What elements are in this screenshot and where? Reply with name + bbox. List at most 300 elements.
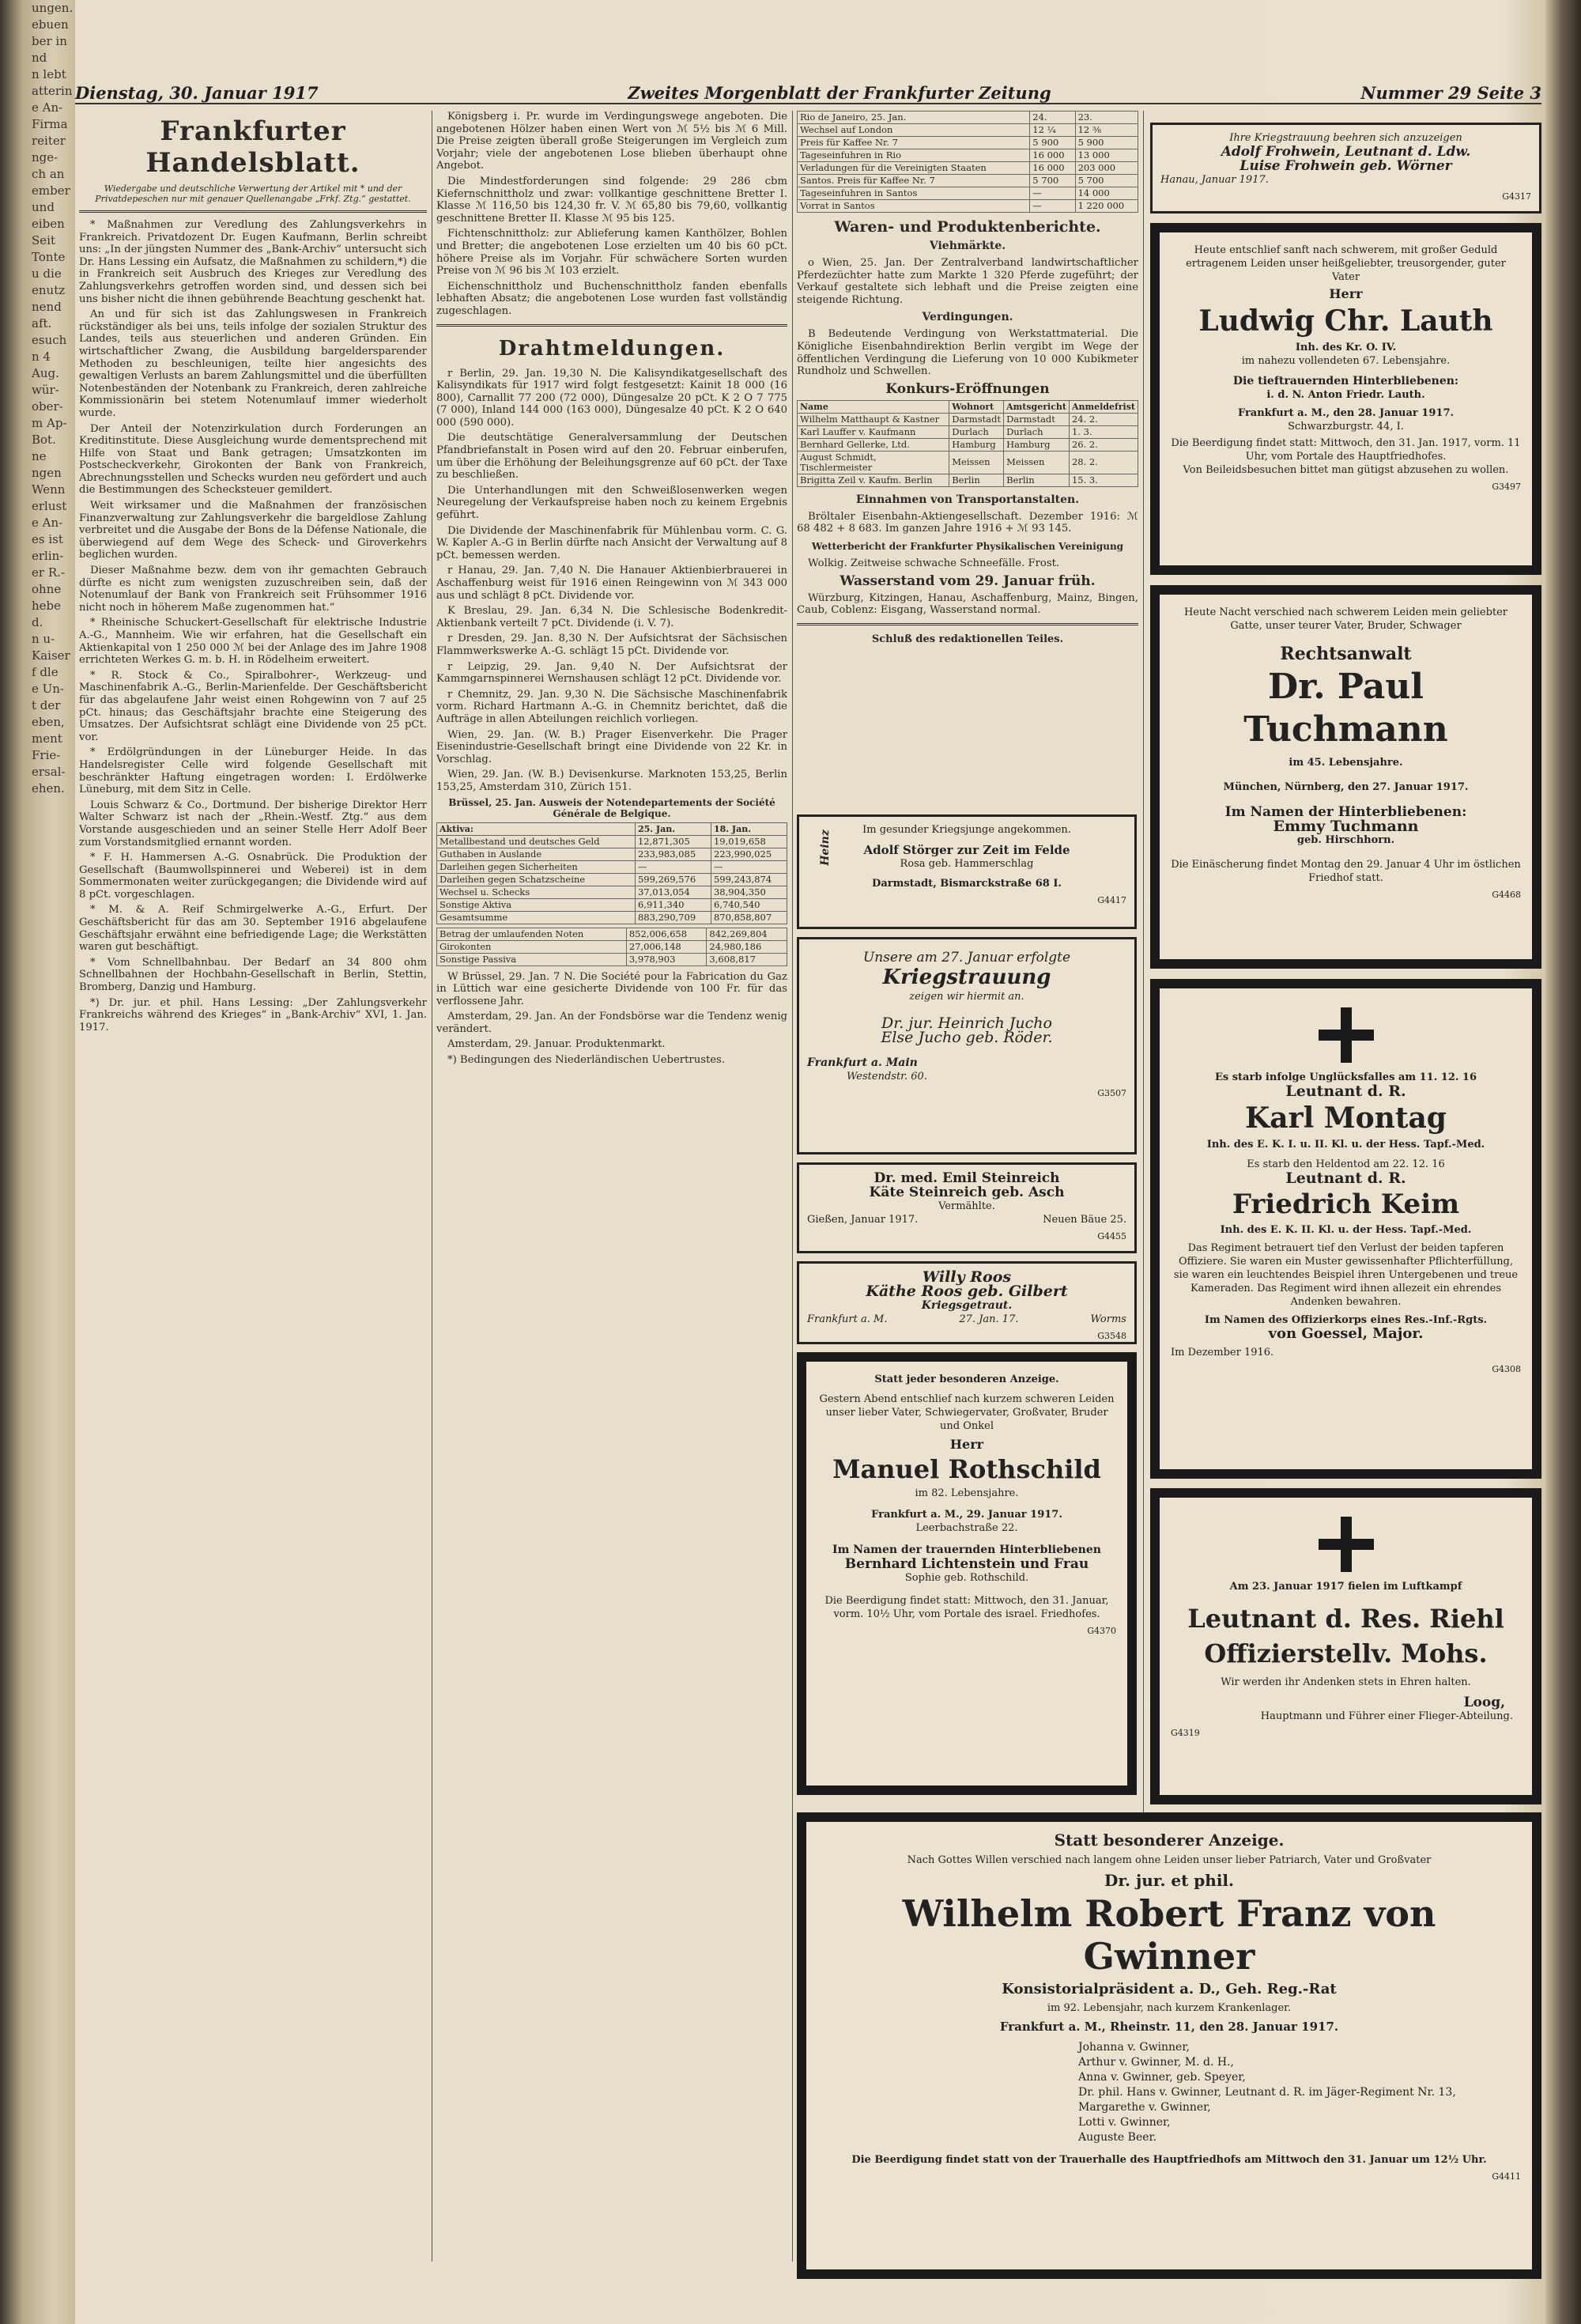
- table-header-cell: Anmeldefrist: [1069, 400, 1138, 413]
- divider: [79, 210, 427, 213]
- binding-strip-fragment: eiben: [32, 217, 65, 231]
- binding-strip-fragment: atterin: [32, 84, 73, 98]
- table-row: [798, 438, 1138, 451]
- ad-line: Unsere am 27. Januar erfolgte: [862, 950, 1071, 965]
- ad-line: Dr. phil. Hans v. Gwinner, Leutnant d. R. im Jäger-Regiment Nr. 13,: [1078, 2086, 1456, 2099]
- ad-line: Die tieftrauernden Hinterbliebenen:: [1232, 375, 1459, 387]
- ad-line: Herr: [949, 1437, 984, 1452]
- binding-strip-fragment: esuch: [32, 333, 67, 347]
- article-paragraph: Königsberg i. Pr. wurde im Verdingungswege angeboten. Die angebotenen Hölzer haben einen Wert von ℳ 5½ bis ℳ 6 Mill. Die Preise zeigten überall große Steigerungen im Vergleich zum Vorjahr; viele der angebotenen Lose blieben überhaupt ohne Angebot.: [436, 111, 787, 172]
- article-paragraph: * R. Stock & Co., Spiralbohrer-, Werkzeug- und Maschinenfabrik A.-G., Berlin-Marienfelde. Der Geschäftsbericht für das abgelaufene Jahr weist einen Rohgewinn von 7 auf 25 pCt. hinaus; das Geschäftsjahr brachte eine Steigerung des Umsatzes. Der Aufsichtsrat schlägt eine Dividende von 25 pCt. vor.: [79, 669, 427, 743]
- ad-line: im 45. Lebensjahre.: [1289, 757, 1403, 769]
- article-paragraph: * F. H. Hammersen A.-G. Osnabrück. Die Produktion der Gesellschaft (Baumwollspinnerei und Weberei) ist in dem Sommermonaten weiter zurückgegangen; die Dividende wird auf 8 pCt. vorgeschlagen.: [79, 852, 427, 901]
- table-cell: Darleihen gegen Schatzscheine: [437, 873, 636, 886]
- ad-line: Das Regiment betrauert tief den Verlust der beiden tapferen Offiziere. Sie waren ein Muster gewissenhafter Pflichterfüllung, sie waren ein leuchtendes Beispiel ihren Untergebenen und treue Kameraden. Das Regiment wird ihnen allezeit ein ehrendes Andenken bewahren.: [1173, 1242, 1519, 1308]
- ad-line: zeigen wir hiermit an.: [909, 991, 1024, 1003]
- table-cell: 24,980,186: [707, 940, 787, 953]
- table-cell: —: [635, 860, 711, 873]
- article-paragraph: Die Unterhandlungen mit den Schweißlosenwerken wegen Neuregelung der Verkaufspreise haben noch zu keinem Ergebnis geführt.: [436, 484, 787, 522]
- table-row: [798, 137, 1138, 149]
- binding-strip-fragment: ebuen: [32, 17, 69, 32]
- binding-strip-fragment: Frie-: [32, 748, 61, 762]
- binding-strip-fragment: n u-: [32, 632, 55, 646]
- table-cell: Metallbestand und deutsches Geld: [437, 835, 636, 848]
- table-row: [437, 953, 787, 965]
- ad-line: Willy Roos: [922, 1268, 1012, 1286]
- column-waren: [797, 111, 1138, 822]
- table-row: [798, 111, 1138, 124]
- table-cell: 5 900: [1075, 137, 1138, 149]
- ad-line: Die Einäscherung findet Montag den 29. Januar 4 Uhr im östlichen Friedhof statt.: [1171, 859, 1521, 884]
- wetter-title: Wetterbericht der Frankfurter Physikalischen Vereinigung: [811, 540, 1124, 552]
- table-cell: Berlin: [949, 474, 1004, 486]
- table-cell: Tageseinfuhren in Rio: [798, 149, 1030, 162]
- ad-line: Leerbachstraße 22.: [915, 1522, 1018, 1534]
- binding-strip-fragment: aft.: [32, 316, 52, 331]
- column-rule: [1143, 111, 1144, 1890]
- ad-line: Margarethe v. Gwinner,: [1078, 2101, 1211, 2114]
- table-row: [798, 474, 1138, 486]
- table-cell: Gesamtsumme: [437, 911, 636, 924]
- binding-strip-fragment: Bot.: [32, 433, 56, 447]
- ad-line: Inh. des E. K. II. Kl. u. der Hess. Tapf.-Med.: [1220, 1224, 1472, 1236]
- header-paper: Zweites Morgenblatt der Frankfurter Zeitung: [628, 82, 1051, 103]
- binding-strip-fragment: ber in: [32, 34, 67, 48]
- table-header-cell: Aktiva:: [437, 822, 636, 835]
- ad-line: Johanna v. Gwinner,: [1078, 2041, 1190, 2054]
- ad-line: im 92. Lebensjahr, nach kurzem Krankenlager.: [1047, 2002, 1292, 2014]
- ad-line: Herr: [1329, 286, 1363, 301]
- binding-strip-fragment: nend: [32, 300, 62, 314]
- ad-line: Kriegstrauung: [882, 965, 1051, 989]
- table-row: [798, 149, 1138, 162]
- table-cell: Rio de Janeiro, 25. Jan.: [798, 111, 1030, 124]
- binding-strip-fragment: eben,: [32, 715, 65, 729]
- table-cell: 12,871,305: [635, 835, 711, 848]
- table-cell: Sonstige Passiva: [437, 953, 627, 965]
- ad-line: Gestern Abend entschlief nach kurzem schweren Leiden unser lieber Vater, Schwiegervater, Großvater, Bruder und Onkel: [819, 1393, 1115, 1432]
- ad-line: Gießen, Januar 1917.: [807, 1214, 919, 1226]
- ad-code: G4319: [1171, 1728, 1200, 1738]
- article-paragraph: * Vom Schnellbahnbau. Der Bedarf an 34 800 ohm Schnellbahnen der Hochbahn-Gesellschaft in Berlin, Stettin, Bromberg, Danzig und Hamburg.: [79, 956, 427, 994]
- ad-code: G4317: [1502, 191, 1531, 202]
- table-cell: 6,740,540: [711, 898, 787, 911]
- article-paragraph: Weit wirksamer und die Maßnahmen der französischen Finanzverwaltung zur Zahlungsverkehr die bargeldlose Zahlung verbreitet und die Ausgabe der Bons de la Défense Nationale, die überwiegend auf dem Wege des Scheck- und Giroverkehrs beglichen wurden.: [79, 500, 427, 561]
- article-paragraph: Amsterdam, 29. Januar. Produktenmarkt.: [447, 1038, 666, 1051]
- table-cell: 16 000: [1030, 149, 1075, 162]
- ad-line: Arthur v. Gwinner, M. d. H.,: [1078, 2056, 1234, 2069]
- ad-line: Die Beerdigung findet statt: Mittwoch, den 31. Januar, vorm. 10½ Uhr, vom Portale des israel. Friedhofes.: [824, 1595, 1109, 1620]
- ad-line: Käthe Roos geb. Gilbert: [866, 1283, 1068, 1300]
- section-title: Frankfurter Handelsblatt.: [145, 115, 360, 179]
- table-row: [437, 835, 787, 848]
- ad-line: im 82. Lebensjahre.: [915, 1487, 1019, 1499]
- table-cell: Tageseinfuhren in Santos: [798, 187, 1030, 200]
- birth-ad-name: Heinz: [818, 829, 832, 866]
- binding-strip-fragment: und: [32, 200, 55, 214]
- ad-line: Offizierstellv. Mohs.: [1204, 1638, 1488, 1668]
- ad-line: Im Dezember 1916.: [1171, 1347, 1274, 1359]
- table-cell: Verladungen für die Vereinigten Staaten: [798, 162, 1030, 175]
- table-row: [798, 187, 1138, 200]
- binding-strip-fragment: d.: [32, 615, 43, 629]
- ad-line: Statt besonderer Anzeige.: [1054, 1831, 1285, 1850]
- article-paragraph: Der Anteil der Notenzirkulation durch Forderungen an Kreditinstitute. Diese Ausgleichung wurde dementsprechend mit Hilfe von Staat und Bank getragen; Umsatzkonten im Postscheckverkehr, Girokonten der Bank von Frankreich, Abrechnungsstellen und Schecks wurden neu gefördert und auch die Bestimmungen des Schecksteuer gemildert.: [79, 422, 427, 497]
- obituary-riehl-mohs: [1150, 1488, 1541, 1804]
- table-cell: 599,269,576: [635, 873, 711, 886]
- table-cell: 38,904,350: [711, 886, 787, 898]
- table-cell: Hamburg: [1004, 438, 1070, 451]
- ad-line: Frankfurt a. Main: [807, 1056, 918, 1069]
- article-paragraph: Eichenschnittholz und Buchenschnittholz fanden ebenfalls lebhaften Absatz; die angebotenen Lose wurden fast vollständig zugeschlagen.: [436, 280, 787, 317]
- binding-strip-fragment: ne: [32, 449, 47, 463]
- ad-line: Kriegsgetraut.: [921, 1299, 1013, 1312]
- article-paragraph: An und für sich ist das Zahlungswesen in Frankreich rückständiger als bei uns, teils infolge der sozialen Struktur des Landes, teils aus steuerlichen und anderen Gründen. Ein wirtschaftlicher Zwang, die Ausbildung bargeldersparender Methoden zu beschleunigen, teilte hier angesichts des gewaltigen Verlusts an barem Zahlungsmittel und die überfüllten Notenbeständen der Notenbank zu Frankreich, deren zahlreiche Kommissionärin bei stetem Notenumlauf immer wiederholt wurde.: [79, 308, 427, 419]
- ad-line: Im Namen der Hinterbliebenen:: [1224, 804, 1467, 820]
- ad-line: Leutnant d. R.: [1285, 1083, 1406, 1100]
- ad-line: Rosa geb. Hammerschlag: [900, 858, 1034, 870]
- ad-code: G4468: [1492, 890, 1521, 900]
- obituary-lauth: [1150, 223, 1541, 575]
- table-row: [437, 940, 787, 953]
- ad-code: G4411: [1492, 2171, 1521, 2182]
- table-cell: Darmstadt: [949, 413, 1004, 425]
- obituary-rothschild: [797, 1352, 1137, 1795]
- table-cell: Bernhard Gellerke, Ltd.: [798, 438, 949, 451]
- table-cell: 599,243,874: [711, 873, 787, 886]
- binding-strip-fragment: n 4: [32, 350, 51, 364]
- header-date: Dienstag, 30. Januar 1917: [75, 82, 319, 103]
- binding-strip-fragment: n lebt: [32, 67, 66, 81]
- war-wedding-ad-jucho: [797, 937, 1137, 1154]
- article-paragraph: r Chemnitz, 29. Jan. 9,30 N. Die Sächsische Maschinenfabrik vorm. Richard Hartmann A.-G. in Chemnitz berichtet, daß die Aufträge in allen Abteilungen reichlich vorliegen.: [436, 688, 787, 725]
- binding-strip-fragment: Tonte: [32, 250, 66, 264]
- binding-strip-fragment: e An-: [32, 516, 63, 530]
- table-row: [437, 898, 787, 911]
- table-header-cell: 25. Jan.: [635, 822, 711, 835]
- binding-strip-fragment: er R.-: [32, 565, 65, 580]
- table-row: [437, 873, 787, 886]
- iron-cross-icon: [1319, 1517, 1374, 1572]
- table-cell: 3,978,903: [626, 953, 707, 965]
- table-row: [798, 162, 1138, 175]
- war-wedding-ad-frohwein: [1150, 123, 1541, 214]
- obituary-tuchmann: [1150, 585, 1541, 969]
- binding-strip-fragment: ch an: [32, 167, 65, 181]
- table-cell: 28. 2.: [1069, 451, 1138, 474]
- wasser-text: Würzburg, Kitzingen, Hanau, Aschaffenburg, Mainz, Bingen, Caub, Coblenz: Eisgang, Wasserstand normal.: [797, 591, 1138, 617]
- table-cell: Vorrat in Santos: [798, 200, 1030, 213]
- article-paragraph: Fichtenschnittholz: zur Ablieferung kamen Kanthölzer, Bohlen und Bretter; die angebotenen Lose erzielten um 40 bis 60 pCt. höhere Preise als im Vorjahr. Für schwächere Sorten wurden Preise von ℳ 96 bis ℳ 103 erzielt.: [436, 228, 787, 278]
- binding-strip: [0, 0, 75, 2324]
- drahtmeldungen-body: [436, 368, 787, 794]
- obituary-von-gwinner: [797, 1812, 1541, 2279]
- table-row: [437, 848, 787, 860]
- ad-line: Leutnant d. R.: [1285, 1170, 1406, 1187]
- binding-strip-fragment: nge-: [32, 150, 58, 164]
- page-edge: [1545, 0, 1581, 2324]
- binding-strip-fragment: Seit: [32, 233, 55, 248]
- table-cell: Berlin: [1004, 474, 1070, 486]
- iron-cross-icon: [1319, 1007, 1374, 1063]
- binding-strip-fragment: ember: [32, 183, 70, 198]
- article-paragraph: * Rheinische Schuckert-Gesellschaft für elektrische Industrie A.-G., Mannheim. Wie wir erfahren, hat die Gesellschaft ein Aktienkapital von 1 250 000 ℳ bei der Anlage des im Jahre 1908 errichteten Werkes G. m. b. H. in Rödelheim erweitert.: [79, 617, 427, 667]
- ad-line: Heute entschlief sanft nach schwerem, mit großer Geduld ertragenem Leiden unser heißgeliebter, treusorgender, guter Vater: [1186, 244, 1506, 283]
- ad-line: Frankfurt a. M.: [807, 1313, 888, 1325]
- ad-line: Dr. jur. et phil.: [1104, 1871, 1234, 1890]
- ad-line: Die Beerdigung findet statt: Mittwoch, den 31. Jan. 1917, vorm. 11 Uhr, vom Portale des Hauptfriedhofes.: [1171, 437, 1521, 463]
- ad-line: Frankfurt a. M., 29. Januar 1917.: [871, 1509, 1062, 1521]
- ad-line: von Goessel, Major.: [1268, 1325, 1424, 1342]
- binding-strip-fragment: e Un-: [32, 682, 65, 696]
- konkurs-title: Konkurs-Eröffnungen: [885, 380, 1050, 397]
- article-paragraph: Die deutschtätige Generalversammlung der Deutschen Pfandbriefanstalt in Posen wird auf den 20. Februar einberufen, um über die Erhöhung der Beleihungsgrenze auf 60 pCt. der Taxe zu beschließen.: [436, 432, 787, 482]
- article-paragraph: r Leipzig, 29. Jan. 9,40 N. Der Aufsichtsrat der Kammgarnspinnerei Wernshausen schlägt 12 pCt. Dividende vor.: [436, 660, 787, 686]
- ad-line: Schwarzburgstr. 44, I.: [1288, 421, 1404, 433]
- table-cell: 233,983,085: [635, 848, 711, 860]
- binding-strip-fragment: ohne: [32, 582, 62, 596]
- table-cell: Betrag der umlaufenden Noten: [437, 928, 627, 940]
- page-header: [75, 82, 1541, 104]
- binding-strip-fragment: m Ap-: [32, 416, 67, 430]
- ad-line: Else Jucho geb. Röder.: [881, 1029, 1053, 1046]
- article-paragraph: * Erdölgründungen in der Lüneburger Heide. In das Handelsregister Celle wird folgende Gesellschaft mit beschränkter Haftung eingetragen worden: I. Erdölwerke Lüneburg, mit dem Sitz in Celle.: [79, 746, 427, 796]
- table-row: [798, 413, 1138, 425]
- binding-strip-fragment: ersal-: [32, 765, 66, 779]
- table-cell: 852,006,658: [626, 928, 707, 940]
- ad-line: Im gesunder Kriegsjunge angekommen.: [862, 824, 1071, 836]
- article-paragraph: r Dresden, 29. Jan. 8,30 N. Der Aufsichtsrat der Sächsischen Flammwerkswerke A.-G. schlägt 15 pCt. Dividende vor.: [436, 633, 787, 657]
- article-paragraph: * Maßnahmen zur Veredlung des Zahlungsverkehrs in Frankreich. Privatdozent Dr. Eugen Kaufmann, Berlin schreibt uns: „In der jüngsten Nummer des „Bank-Archiv“ untersucht sich Dr. Hans Lessing ein Aufsatz, die Maßnahmen zu schildern,*) die in Frankreich seit Ausbruch des Krieges zur Veredlung des Zahlungsverkehrs getroffen worden sind, und dessen sich bei uns bisher nicht die ihnen gebührende Beachtung geschenkt hat.: [79, 219, 427, 305]
- binding-strip-fragment: u die: [32, 266, 62, 281]
- table-cell: Darmstadt: [1004, 413, 1070, 425]
- ad-line: Im Namen der trauernden Hinterbliebenen: [832, 1544, 1101, 1556]
- ad-code: G3507: [1097, 1088, 1126, 1098]
- table-cell: Durlach: [1004, 425, 1070, 438]
- column-drahtmeldungen: [436, 111, 787, 2262]
- table-cell: Santos. Preis für Kaffee Nr. 7: [798, 175, 1030, 187]
- ad-code: G4455: [1097, 1231, 1126, 1241]
- binding-strip-fragment: erlust: [32, 499, 67, 513]
- vieh-text: o Wien, 25. Jan. Der Zentralverband landwirtschaftlicher Pferdezüchter hatte zum Markte 1 320 Pferde zugeführt; der Verkauf gestaltete sich lebhaft und die Preise zeigten eine steigende Richtung.: [797, 257, 1138, 306]
- table-cell: Wechsel u. Schecks: [437, 886, 636, 898]
- divider: [797, 623, 1138, 625]
- table-cell: Durlach: [949, 425, 1004, 438]
- article-paragraph: Wien, 29. Jan. (W. B.) Prager Eisenverkehr. Die Prager Eisenindustrie-Gesellschaft bringt eine Dividende von 22 Kr. in Vorschlag.: [436, 728, 787, 765]
- ad-line: 27. Jan. 17.: [959, 1313, 1019, 1325]
- ad-line: Nach Gottes Willen verschied nach langem ohne Leiden unser lieber Patriarch, Vater und Großvater: [907, 1854, 1432, 1866]
- ad-code: G4417: [1097, 895, 1126, 905]
- binding-strip-fragment: enutz: [32, 283, 66, 297]
- table-cell: Preis für Kaffee Nr. 7: [798, 137, 1030, 149]
- ad-line: Ihre Kriegstrauung beehren sich anzuzeigen: [1229, 132, 1462, 144]
- table-cell: 3,608,817: [707, 953, 787, 965]
- table-cell: 14 000: [1075, 187, 1138, 200]
- table-cell: 5 700: [1075, 175, 1138, 187]
- ad-line: Neuen Bäue 25.: [1043, 1214, 1126, 1226]
- ad-line: Manuel Rothschild: [832, 1454, 1101, 1484]
- vieh-title: Viehmärkte.: [929, 240, 1006, 252]
- ad-line: Dr. jur. Heinrich Jucho: [881, 1015, 1052, 1032]
- table-cell: 883,290,709: [635, 911, 711, 924]
- table-cell: 26. 2.: [1069, 438, 1138, 451]
- ad-line: München, Nürnberg, den 27. Januar 1917.: [1223, 781, 1469, 793]
- table-row: [437, 860, 787, 873]
- table-cell: Girokonten: [437, 940, 627, 953]
- ad-line: Inh. des E. K. I. u. II. Kl. u. der Hess. Tapf.-Med.: [1206, 1139, 1485, 1151]
- ad-line: Friedrich Keim: [1232, 1188, 1460, 1220]
- ad-line: Hauptmann und Führer einer Flieger-Abteilung.: [1260, 1710, 1513, 1722]
- table-cell: 5 900: [1030, 137, 1075, 149]
- ad-line: Statt jeder besonderen Anzeige.: [874, 1374, 1059, 1385]
- ad-line: Hanau, Januar 1917.: [1160, 174, 1269, 186]
- table-cell: 5 700: [1030, 175, 1075, 187]
- table-cell: 1 220 000: [1075, 200, 1138, 213]
- divider: [436, 324, 787, 327]
- article-paragraph: r Berlin, 29. Jan. 19,30 N. Die Kalisyndikatgesellschaft des Kalisyndikats für 1917 wird folgt festgesetzt: Kainit 18 000 (16 800), Carnallit 77 200 (72 000), Düngesalze 20 pCt. K 2 O 7 775 (7 000), Inland 144 000 (163 000), Düngesalze 40 pCt. K 2 O 640 000 (590 000).: [436, 367, 787, 429]
- binding-strip-fragment: ehen.: [32, 781, 65, 795]
- wasser-title: Wasserstand vom 29. Januar früh.: [840, 572, 1096, 589]
- table-cell: Darleihen gegen Sicherheiten: [437, 860, 636, 873]
- binding-strip-fragment: Kaiser: [32, 648, 70, 663]
- table-cell: August Schmidt, Tischlermeister: [798, 451, 949, 474]
- ad-line: Heute Nacht verschied nach schwerem Leiden mein geliebter Gatte, unser teurer Vater, Bruder, Schwager: [1183, 607, 1508, 632]
- table-row: [798, 425, 1138, 438]
- ad-line: Am 23. Januar 1917 fielen im Luftkampf: [1229, 1581, 1462, 1593]
- table-cell: 19,019,658: [711, 835, 787, 848]
- table-cell: 6,911,340: [635, 898, 711, 911]
- ad-line: Rechtsanwalt: [1280, 644, 1412, 664]
- bank-passiva-table: [436, 928, 787, 966]
- ad-line: Frankfurt a. M., Rheinstr. 11, den 28. Januar 1917.: [999, 2020, 1339, 2034]
- article-paragraph: Wien, 29. Jan. (W. B.) Devisenkurse. Marknoten 153,25, Berlin 153,25, Amsterdam 310, Zürich 151.: [436, 769, 787, 793]
- column-handelsblatt: [79, 111, 427, 2262]
- table-cell: 13 000: [1075, 149, 1138, 162]
- binding-strip-fragment: erlin-: [32, 549, 64, 563]
- table-cell: Wilhelm Matthaupt & Kastner: [798, 413, 949, 425]
- table-cell: 223,990,025: [711, 848, 787, 860]
- ad-line: Westendstr. 60.: [847, 1071, 927, 1083]
- table-header-cell: Name: [798, 400, 949, 413]
- article-paragraph: *) Dr. jur. et phil. Hans Lessing: „Der Zahlungsverkehr Frankreichs während des Krieges“ in „Bank-Archiv“ XVI, 1. Jan. 1917.: [79, 996, 427, 1034]
- table-cell: 27,006,148: [626, 940, 707, 953]
- article-body: [79, 219, 427, 1034]
- ad-line: Worms: [1090, 1313, 1126, 1325]
- table-cell: Hamburg: [949, 438, 1004, 451]
- ad-line: Im Namen des Offizierkorps eines Res.-Inf.-Rgts.: [1204, 1314, 1488, 1326]
- article-body: [436, 111, 787, 318]
- table-cell: 12 ¼: [1030, 124, 1075, 137]
- wetter-text: Wolkig. Zeitweise schwache Schneefälle. Frost.: [808, 557, 1060, 569]
- ad-line: Darmstadt, Bismarckstraße 68 I.: [872, 878, 1062, 890]
- table-cell: 870,858,807: [711, 911, 787, 924]
- table-cell: —: [1030, 187, 1075, 200]
- ad-line: geb. Hirschhorn.: [1296, 834, 1395, 846]
- table-row: [798, 124, 1138, 137]
- table-cell: 1. 3.: [1069, 425, 1138, 438]
- article-paragraph: Dieser Maßnahme bezw. dem von ihr gemachten Gebrauch dürfte es nicht zum wenigsten zuzuschreiben sein, daß der Notenumlauf der Bank von Frankreich seit Frühsommer 1916 nicht noch in höherem Maße zugenommen hat.“: [79, 565, 427, 614]
- schluss-text: Schluß des redaktionellen Teiles.: [871, 633, 1064, 645]
- ad-code: G4370: [1087, 1626, 1116, 1636]
- table-cell: 203 000: [1075, 162, 1138, 175]
- table-header-row: [437, 822, 787, 835]
- article-paragraph: W Brüssel, 29. Jan. 7 N. Die Société pour la Fabrication du Gaz in Lüttich war eine gesicherte Dividende von 100 Fr. für das verflossene Jahr.: [436, 970, 787, 1007]
- ad-line: Wir werden ihr Andenken stets in Ehren halten.: [1221, 1676, 1471, 1688]
- binding-strip-fragment: wür-: [32, 383, 59, 397]
- ad-line: Von Beileidsbesuchen bittet man gütigst abzusehen zu wollen.: [1183, 464, 1509, 476]
- header-number: Nummer 29 Seite 3: [1360, 82, 1541, 103]
- binding-strip-fragment: Wenn: [32, 482, 66, 497]
- ad-line: Die Beerdigung findet statt von der Trauerhalle des Hauptfriedhofs am Mittwoch den 31. Januar um 12½ Uhr.: [851, 2154, 1487, 2166]
- table-cell: 15. 3.: [1069, 474, 1138, 486]
- table-cell: Sonstige Aktiva: [437, 898, 636, 911]
- table-header-row: [798, 400, 1138, 413]
- ad-line: Anna v. Gwinner, geb. Speyer,: [1078, 2071, 1246, 2084]
- table-cell: —: [711, 860, 787, 873]
- column-rule: [792, 111, 793, 2262]
- verding-title: Verdingungen.: [922, 311, 1013, 324]
- marriage-ad-steinreich: [797, 1162, 1137, 1253]
- ad-line: Sophie geb. Rothschild.: [904, 1572, 1029, 1584]
- table-cell: 16 000: [1030, 162, 1075, 175]
- section-subtitle: Wiedergabe und deutschliche Verwertung der Artikel mit * und der Privatdepeschen nur mit genauer Quellenangabe „Frkf. Ztg.“ gestattet.: [95, 183, 411, 204]
- ad-line: Luise Frohwein geb. Wörner: [1240, 158, 1452, 174]
- waren-title: Waren- und Produktenberichte.: [834, 218, 1101, 236]
- ad-line: Bernhard Lichtenstein und Frau: [844, 1556, 1089, 1572]
- table-row: [437, 928, 787, 940]
- ad-line: Inh. des Kr. O. IV.: [1295, 342, 1397, 353]
- table-cell: —: [1030, 200, 1075, 213]
- ad-line: im nahezu vollendeten 67. Lebensjahre.: [1241, 355, 1451, 367]
- table-row: [798, 200, 1138, 213]
- table-cell: 23.: [1075, 111, 1138, 124]
- article-paragraph: Die Dividende der Maschinenfabrik für Mühlenbau vorm. C. G. W. Kapler A.-G in Berlin dürfte nach Ansicht der Verwaltung auf 8 pCt. bemessen werden.: [436, 524, 787, 561]
- ad-line: Käte Steinreich geb. Asch: [869, 1185, 1065, 1200]
- article-paragraph: *) Bedingungen des Niederländischen Uebertrustes.: [447, 1054, 726, 1067]
- binding-strip-fragment: ungen.: [32, 1, 74, 15]
- binding-strip-fragment: e An-: [32, 100, 63, 115]
- table-row: [437, 911, 787, 924]
- table-header-cell: Amtsgericht: [1004, 400, 1070, 413]
- binding-strip-fragment: ment: [32, 731, 62, 746]
- table-cell: Wechsel auf London: [798, 124, 1030, 137]
- article-paragraph: * M. & A. Reif Schmirgelwerke A.-G., Erfurt. Der Geschäftsbericht für das am 30. September 1916 abgelaufene Geschäftsjahr erwähnt eine befriedigende Lage; die Werkstätten waren gut beschäftigt.: [79, 904, 427, 954]
- article-paragraph: r Hanau, 29. Jan. 7,40 N. Die Hanauer Aktienbierbrauerei in Aschaffenburg weist für 1916 einen Reingewinn von ℳ 343 000 aus und schlägt 8 pCt. Dividende vor.: [436, 565, 787, 602]
- verding-text: B Bedeutende Verdingung von Werkstattmaterial. Die Königliche Eisenbahndirektion Berlin vergibt im Wege der öffentlichen Verdingung die Lieferung von 10 000 Kubikmeter Rundholz und Schwellen.: [797, 328, 1138, 378]
- ad-line: Adolf Frohwein, Leutnant d. Ldw.: [1221, 144, 1471, 160]
- family-list: [817, 2040, 1521, 2145]
- drahtmeldungen-title: Drahtmeldungen.: [498, 336, 726, 361]
- binding-strip-fragment: t der: [32, 698, 61, 712]
- table-cell: Guthaben in Auslande: [437, 848, 636, 860]
- ad-code: G3497: [1492, 482, 1521, 492]
- binding-strip-fragment: es ist: [32, 532, 63, 546]
- ad-line: Auguste Beer.: [1078, 2131, 1157, 2144]
- table-row: [798, 451, 1138, 474]
- obituary-montag-keim: [1150, 979, 1541, 1479]
- binding-strip-fragment: ngen: [32, 466, 62, 480]
- table-cell: 24. 2.: [1069, 413, 1138, 425]
- ad-line: Es starb infolge Unglücksfalles am 11. 12. 16: [1214, 1071, 1477, 1083]
- table-row: [437, 886, 787, 898]
- transport-title: Einnahmen von Transportanstalten.: [855, 493, 1080, 506]
- trailing-notes: [436, 971, 787, 1067]
- table-header-cell: Wohnort: [949, 400, 1004, 413]
- table-cell: Meissen: [949, 451, 1004, 474]
- ad-line: Emmy Tuchmann: [1273, 818, 1419, 835]
- binding-strip-fragment: hebe: [32, 599, 62, 613]
- ad-line: Lotti v. Gwinner,: [1078, 2116, 1171, 2129]
